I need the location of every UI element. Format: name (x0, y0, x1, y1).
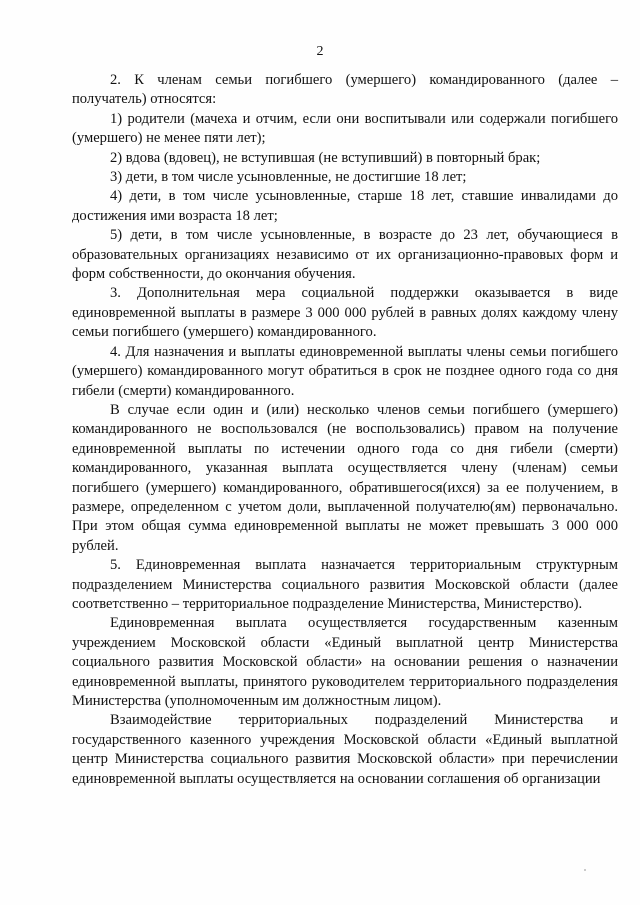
paragraph-3: 3. Дополнительная мера социальной поддержки оказывается в виде единовременной выплаты в размере 3 000 000 рублей в равных долях каждому члену семьи погибшего (умершего) командированного. (72, 285, 618, 341)
paragraph-2-item-1: 1) родители (мачеха и отчим, если они воспитывали или содержали погибшего (умершего) не менее пяти лет); (72, 110, 618, 147)
paragraph-4-continued: В случае если один и (или) несколько членов семьи погибшего (умершего) командированного не воспользовался (не воспользовались) правом на получение единовременной выплаты по истечении одного года со дня гибели (смерти) командированного, указанная выплата осуществляется члену (членам) семьи погибшего (умершего) командированного, обратившегося(ихся) за ее получением, в размере, определенном с учетом доли, выплаченной получателю(ям) первоначально. При этом общая сумма единовременной выплаты не может превышать 3 000 000 рублей. (72, 401, 618, 554)
paragraph-4: 4. Для назначения и выплаты единовременной выплаты члены семьи погибшего (умершего) командированного могут обратиться в срок не позднее одного года со дня гибели (смерти) командированного. (72, 343, 618, 399)
paragraph-5-continued: Единовременная выплата осуществляется государственным казенным учреждением Московской области «Единый выплатной центр Министерства социального развития Московской области» на основании решения о назначении единовременной выплаты, принятого руководителем территориального подразделения Министерства (уполномоченным им должностным лицом). (72, 615, 618, 709)
scan-speck (584, 869, 586, 871)
paragraph-5: 5. Единовременная выплата назначается территориальным структурным подразделением Министерства социального развития Московской области (далее соответственно – территориальное подразделение Министерства, Министерство). (72, 557, 618, 612)
document-body (72, 71, 618, 789)
paragraph-2-item-5: 5) дети, в том числе усыновленные, в возрасте до 23 лет, обучающиеся в образовательных организациях независимо от их организационно-правовых форм и форм собственности, до окончания обучения. (72, 227, 618, 283)
paragraph-5-interaction: Взаимодействие территориальных подразделений Министерства и государственного казенного учреждения Московской области «Единый выплатной центр Министерства социального развития Московской области» при перечислении единовременной выплаты осуществляется на основании соглашения об организации (72, 712, 618, 787)
paragraph-2-item-3: 3) дети, в том числе усыновленные, не достигшие 18 лет; (110, 169, 467, 186)
paragraph-2: 2. К членам семьи погибшего (умершего) командированного (далее – получатель) относятся: (72, 72, 618, 108)
page-number: 2 (316, 44, 324, 59)
paragraph-2-item-2: 2) вдова (вдовец), не вступившая (не вступивший) в повторный брак; (110, 149, 541, 166)
paragraph-2-item-4: 4) дети, в том числе усыновленные, старше 18 лет, ставшие инвалидами до достижения ими возраста 18 лет; (72, 188, 618, 224)
